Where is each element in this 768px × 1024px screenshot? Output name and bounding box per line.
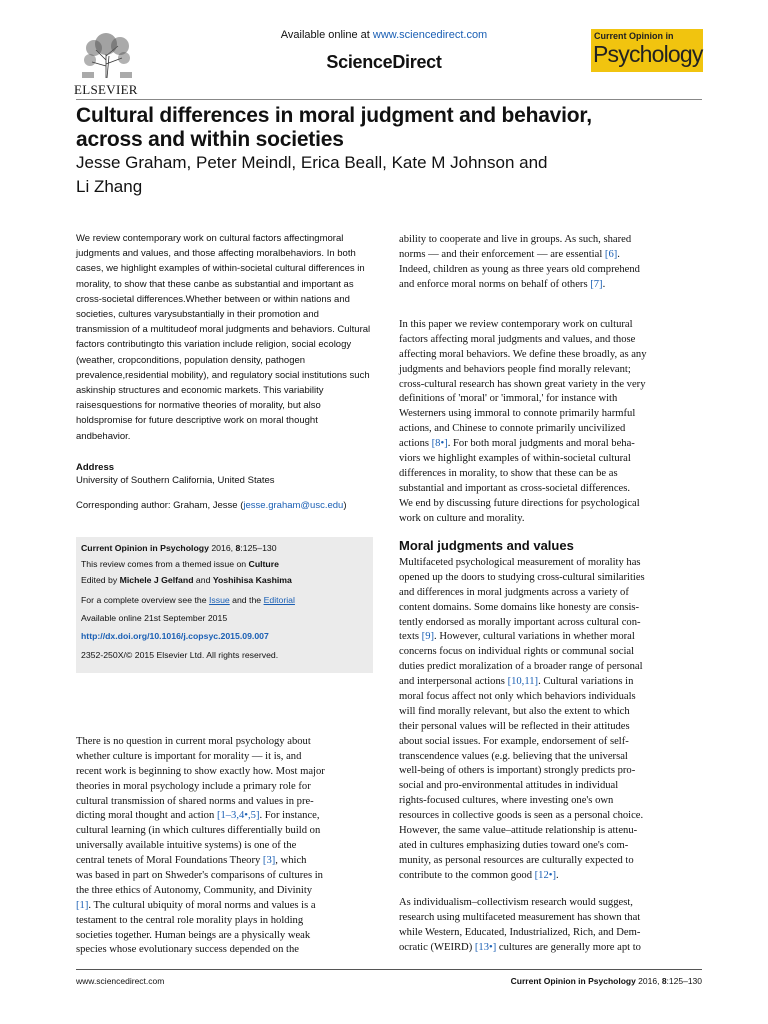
text-line: definitions of 'moral' or 'immoral,' for instance with bbox=[399, 393, 618, 405]
text-line: judgments and behaviors people find morally relevant; bbox=[399, 363, 631, 375]
citation-year: 2016, bbox=[208, 543, 236, 553]
text-line: actions [8•]. For both moral judgments and moral beha- bbox=[399, 438, 635, 450]
footer-volume: 8 bbox=[661, 976, 667, 986]
issue-link[interactable]: Issue bbox=[208, 595, 230, 605]
text-line: In this paper we review contemporary work on cultural bbox=[399, 319, 633, 330]
header-divider bbox=[76, 99, 702, 100]
citation-ref[interactable]: [1] bbox=[76, 899, 89, 911]
authors-line: Jesse Graham, Peter Meindl, Erica Beall, Kate M Johnson and bbox=[76, 153, 548, 172]
journal-logo-top: Current Opinion in bbox=[594, 31, 674, 41]
address-heading: Address bbox=[76, 462, 115, 473]
text-line: texts [9]. However, cultural variations in whether moral bbox=[399, 631, 635, 643]
text-line: whether culture is important for morality — it is, and bbox=[76, 750, 302, 762]
edited-prefix: Edited by bbox=[81, 575, 120, 585]
themed-topic: Culture bbox=[248, 559, 279, 569]
text-line: Multifaceted psychological measurement of morality has bbox=[399, 557, 641, 568]
footer-pages: :125–130 bbox=[666, 976, 702, 986]
text-line: However, the same value–attitude relationship is attenu- bbox=[399, 825, 638, 837]
text-line: conditions, population density, pathogen prevalence, bbox=[76, 354, 306, 381]
text-line: behaviors. In both cases, we highlight examples of within- bbox=[76, 248, 356, 275]
text-line: differences in morality, to show that these can be as bbox=[399, 467, 618, 479]
text-line: will find morally relevant, but also the extent to which bbox=[399, 705, 630, 717]
email-link[interactable]: jesse.graham@usc.edu bbox=[243, 500, 344, 511]
corresponding-prefix: Corresponding author: Graham, Jesse ( bbox=[76, 500, 244, 511]
citation-ref[interactable]: [9] bbox=[421, 631, 435, 643]
overview-prefix: For a complete overview see the bbox=[81, 595, 209, 605]
text-line: the three ethics of Autonomy, Community, and Divinity bbox=[76, 884, 313, 896]
available-date: Available online 21st September 2015 bbox=[81, 613, 228, 623]
section-heading: Moral judgments and values bbox=[399, 538, 574, 553]
title-line: Cultural differences in moral judgment and behavior, bbox=[76, 104, 592, 127]
text-line: cultural transmission of shared norms and values in pre- bbox=[76, 795, 314, 807]
text-line: central tenets of Moral Foundations Theory [3], which bbox=[76, 855, 307, 867]
text-line: As individualism–collectivism research would suggest, bbox=[399, 897, 633, 908]
corresponding-suffix: ) bbox=[343, 500, 347, 511]
journal-logo bbox=[591, 29, 703, 72]
text-line: their personal values will be reflected in their attitudes bbox=[399, 720, 630, 732]
text-line: Whether between or within nations and societies, cultures vary bbox=[76, 293, 350, 321]
text-line: transcendence values (e.g. believing that the universal bbox=[399, 750, 628, 762]
text-line: to this variation include religion, social ecology (weather, crop bbox=[76, 339, 352, 366]
address-text: University of Southern California, United States bbox=[76, 475, 275, 486]
platform-name: ScienceDirect bbox=[326, 52, 442, 72]
journal-name: Current Opinion in Psychology bbox=[81, 543, 209, 553]
citation-ref[interactable]: [12•] bbox=[534, 869, 556, 881]
text-line: testament to the central role morality plays in holding bbox=[76, 914, 304, 926]
citation-ref[interactable]: [3] bbox=[262, 855, 276, 867]
text-line: kinship structures and economic markets. This variability raises bbox=[76, 385, 324, 412]
text-line: and enforce moral norms on behalf of others [7]. bbox=[399, 278, 606, 290]
text-line: dicting moral thought and action [1–3,4•,5]. For instance, bbox=[76, 810, 320, 822]
text-line: work on culture and morality. bbox=[399, 512, 525, 524]
text-line: affecting moral behaviors. We define these broadly, as any bbox=[399, 348, 647, 360]
intro-paragraph bbox=[76, 735, 378, 958]
citation-ref[interactable]: [1–3,4•,5] bbox=[216, 810, 260, 822]
text-line: questions for normative theories of morality, but also holds bbox=[76, 400, 321, 427]
text-line: factors affecting moral judgments and values, and those bbox=[399, 333, 636, 345]
authors-line: Li Zhang bbox=[76, 177, 143, 196]
text-line: ability to cooperate and live in groups. As such, shared bbox=[399, 234, 632, 245]
title-line: across and within societies bbox=[76, 128, 344, 151]
overview-line bbox=[81, 595, 295, 605]
journal-logo-name: Psychology bbox=[593, 41, 703, 67]
doi-link[interactable]: http://dx.doi.org/10.1016/j.copsyc.2015.09.007 bbox=[81, 631, 269, 641]
text-line: viors we highlight examples of within-societal cultural bbox=[399, 453, 631, 465]
text-line: moral judgments and values, and those affecting moral bbox=[76, 233, 344, 260]
text-line: substantially in their promotion and transmission of a multitude bbox=[76, 309, 319, 336]
footer-year: 2016, bbox=[635, 976, 662, 986]
text-line: Westerners using immoral to connote primarily harmful bbox=[399, 408, 636, 420]
text-line: cross-cultural research has shown great variety in the very bbox=[399, 378, 646, 390]
text-line: substantial and important as cross-societal differences. bbox=[399, 482, 631, 494]
themed-prefix: This review comes from a themed issue on bbox=[81, 559, 249, 569]
text-line: recent work is beginning to show exactly how. Most major bbox=[76, 765, 325, 777]
text-line: content domains. Some domains like honesty are consis- bbox=[399, 601, 640, 613]
text-line: societal cultural differences in morality, to show that these can bbox=[76, 263, 365, 290]
text-line: social and pro-environmental attitudes in individual bbox=[399, 780, 619, 792]
citation-ref[interactable]: [7] bbox=[590, 278, 603, 290]
text-line: tently endorsed as morally important across cultural con- bbox=[399, 616, 641, 628]
abstract bbox=[76, 231, 373, 444]
text-line: was based in part on Shweder's comparisons of cultures in bbox=[76, 870, 323, 882]
article-title bbox=[76, 104, 696, 152]
text-line: resources in collective goods is seen as a personal choice. bbox=[399, 810, 644, 822]
themed-issue-line bbox=[81, 559, 279, 569]
citation-ref[interactable]: [10,11] bbox=[507, 676, 539, 688]
corresponding-author bbox=[76, 500, 347, 511]
citation-pages: :125–130 bbox=[240, 543, 277, 553]
editors-line bbox=[81, 575, 292, 585]
copyright-line: 2352-250X/© 2015 Elsevier Ltd. All rights reserved. bbox=[81, 650, 279, 660]
moral-judgments-paragraph bbox=[399, 556, 701, 884]
text-line: ocratic (WEIRD) [13•] cultures are generally more apt to bbox=[399, 941, 641, 953]
individualism-paragraph bbox=[399, 896, 701, 956]
author-list bbox=[76, 151, 696, 199]
text-line: contribute to the common good [12•]. bbox=[399, 869, 559, 881]
text-line: promise for future descriptive work on moral thought and bbox=[76, 415, 318, 442]
text-line: societies together. Human beings are a physically weak bbox=[76, 929, 311, 941]
text-line: cultural learning (in which cultures differentially build on bbox=[76, 825, 321, 837]
text-line: concerns focus on individual rights or communal social bbox=[399, 646, 635, 658]
sciencedirect-link[interactable]: www.sciencedirect.com bbox=[372, 29, 488, 41]
text-line: rights-focused cultures, where investing one's own bbox=[399, 795, 614, 807]
text-line: There is no question in current moral psychology about bbox=[76, 736, 311, 747]
citation-ref[interactable]: [13•] bbox=[474, 941, 497, 953]
text-line: duties predict moralization of a broader range of personal bbox=[399, 661, 643, 673]
edited-and: and bbox=[193, 575, 213, 585]
text-line: universally available intuitive systems) is one of the bbox=[76, 840, 297, 852]
editorial-link[interactable]: Editorial bbox=[263, 595, 295, 605]
text-line: We end by discussing future directions for psychological bbox=[399, 497, 640, 509]
text-line: and differences in moral judgments across a variety of bbox=[399, 586, 629, 598]
citation-ref[interactable]: [8•] bbox=[431, 438, 448, 450]
text-line: residential mobility), and regulatory social institutions such as bbox=[76, 369, 370, 397]
footer-journal: Current Opinion in Psychology bbox=[510, 976, 636, 986]
overview-paragraph bbox=[399, 318, 701, 526]
doi-line bbox=[81, 631, 269, 641]
text-line: ated in cultures emphasizing duties toward one's com- bbox=[399, 839, 629, 851]
text-line: norms — and their enforcement — are essential [6]. bbox=[399, 248, 620, 260]
footer-site[interactable]: www.sciencedirect.com bbox=[76, 976, 165, 986]
text-line: We review contemporary work on cultural factors affecting bbox=[76, 233, 320, 244]
text-line: moral focus affect not only which behaviors individuals bbox=[399, 691, 636, 703]
text-line: opened up the doors to studying cross-cultural similarities bbox=[399, 571, 645, 583]
text-line: research using multifaceted measurement has shown that bbox=[399, 911, 641, 923]
text-line: species whose evolutionary success depended on the bbox=[76, 944, 299, 956]
publisher-name: ELSEVIER bbox=[74, 82, 138, 97]
text-line: about social issues. For example, endorsement of self- bbox=[399, 735, 629, 747]
citation-volume: 8 bbox=[235, 543, 241, 553]
text-line: well-being of others is important) strongly predicts pro- bbox=[399, 765, 636, 777]
text-line: be as substantial and important as cross-societal differences. bbox=[76, 278, 354, 305]
article-info-box bbox=[76, 537, 373, 673]
text-line: of moral judgments and behaviors. Cultural factors contributing bbox=[76, 324, 371, 351]
text-line: [1]. The cultural ubiquity of moral norms and values is a bbox=[76, 899, 316, 911]
text-line: Indeed, children as young as three years old comprehend bbox=[399, 263, 640, 275]
text-line: and interpersonal actions [10,11]. Cultural variations in bbox=[399, 676, 634, 688]
citation-ref[interactable]: [6] bbox=[604, 248, 618, 260]
editor-name: Yoshihisa Kashima bbox=[212, 575, 292, 585]
text-line: behavior. bbox=[91, 430, 131, 442]
citation-line bbox=[81, 543, 277, 553]
text-line: munity, as personal resources are culturally expected to bbox=[399, 854, 634, 866]
editor-name: Michele J Gelfand bbox=[119, 575, 194, 585]
available-prefix: Available online at bbox=[280, 29, 373, 41]
intro-paragraph-continued bbox=[399, 233, 701, 293]
footer-citation bbox=[511, 976, 702, 986]
footer-divider bbox=[76, 969, 702, 970]
text-line: actions, and Chinese to connote primarily uncivilized bbox=[399, 423, 626, 435]
text-line: while Western, Educated, Industrialized, Rich, and Dem- bbox=[399, 926, 641, 938]
overview-and: and the bbox=[229, 595, 264, 605]
text-line: theories in moral psychology include a primary role for bbox=[76, 780, 311, 792]
